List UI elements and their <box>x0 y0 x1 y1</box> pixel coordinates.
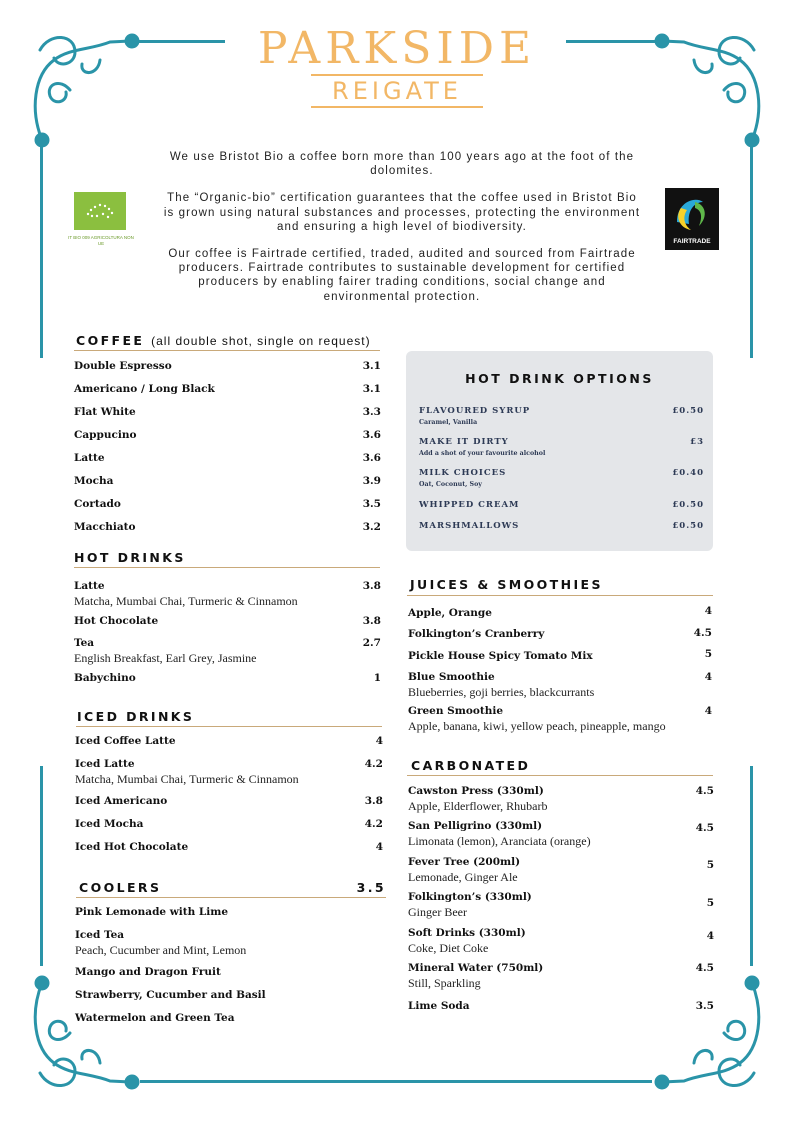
carbonated-divider <box>407 775 713 776</box>
option-desc: Oat, Coconut, Soy <box>419 481 482 488</box>
hot-drinks-title: HOT DRINKS <box>74 550 186 565</box>
brand-header <box>0 24 794 108</box>
option-desc: Add a shot of your favourite alcohol <box>419 450 546 457</box>
iced-drink-price: 4.2 <box>364 818 383 830</box>
carbonated-desc: Lemonade, Ginger Ale <box>408 870 518 884</box>
juice-price: 4.5 <box>693 627 712 639</box>
fairtrade-mark-icon <box>665 188 719 238</box>
border-left-top <box>40 140 43 358</box>
brand-rule-bottom <box>311 106 483 108</box>
carbonated-price: 4.5 <box>695 822 714 834</box>
carbonated-desc: Ginger Beer <box>408 905 467 919</box>
corner-flourish-bottom-left <box>20 963 160 1103</box>
hot-drink-item: Babychino <box>74 672 136 684</box>
carbonated-item: Mineral Water (750ml) <box>408 962 544 974</box>
option-name: MARSHMALLOWS <box>419 521 520 531</box>
option-price: £3 <box>690 437 704 447</box>
hot-drink-item: Hot Chocolate <box>74 615 159 627</box>
iced-drinks-divider <box>76 726 382 727</box>
coolers-title: COOLERS <box>79 880 162 895</box>
coffee-price: 3.3 <box>362 406 381 418</box>
carbonated-desc: Still, Sparkling <box>408 976 481 990</box>
coolers-divider <box>76 897 386 898</box>
intro-paragraph-2: The “Organic-bio” certification guarantees that the coffee used in Bristot Bio is grown using natural substances and processes, protecting the environment and ensuring a high level of biodiversity. <box>163 192 641 233</box>
carbonated-item: Fever Tree (200ml) <box>408 856 521 868</box>
iced-drink-price: 3.8 <box>364 795 383 807</box>
carbonated-price: 5 <box>706 897 714 909</box>
carbonated-item: Cawston Press (330ml) <box>408 785 544 797</box>
iced-drink-price: 4.2 <box>364 758 383 770</box>
juice-item: Blue Smoothie <box>408 671 495 683</box>
juice-price: 4 <box>704 671 712 683</box>
carbonated-title: CARBONATED <box>411 758 531 773</box>
juices-title: JUICES & SMOOTHIES <box>410 577 603 592</box>
juices-divider <box>407 595 713 596</box>
juice-price: 5 <box>704 648 712 660</box>
option-name: MILK CHOICES <box>419 468 507 478</box>
carbonated-item: Folkington’s (330ml) <box>408 891 532 903</box>
hot-drink-options-title: HOT DRINK OPTIONS <box>465 371 654 386</box>
option-name: FLAVOURED SYRUP <box>419 406 531 416</box>
carbonated-price: 4.5 <box>695 962 714 974</box>
hot-drink-price: 3.8 <box>362 615 381 627</box>
coffee-divider <box>74 350 380 351</box>
coffee-title: COFFEE <box>76 333 145 348</box>
eu-organic-logo <box>74 192 126 230</box>
hot-drink-price: 2.7 <box>362 637 381 649</box>
border-left-bottom <box>40 766 43 966</box>
juice-item: Folkington’s Cranberry <box>408 628 545 640</box>
coffee-price: 3.1 <box>362 360 381 372</box>
carbonated-item: Lime Soda <box>408 1000 470 1012</box>
juice-price: 4 <box>704 705 712 717</box>
carbonated-price: 4 <box>706 930 714 942</box>
iced-drink-item: Iced Mocha <box>75 818 144 830</box>
iced-drink-price: 4 <box>375 841 383 853</box>
border-right-top <box>750 140 753 358</box>
hot-drink-price: 1 <box>373 672 381 684</box>
iced-drink-item: Iced Coffee Latte <box>75 735 176 747</box>
cooler-item: Iced Tea <box>75 929 125 941</box>
iced-drink-desc: Matcha, Mumbai Chai, Turmeric & Cinnamon <box>75 772 299 786</box>
coffee-price: 3.9 <box>362 475 381 487</box>
option-price: £0.50 <box>672 521 704 531</box>
carbonated-price: 5 <box>706 859 714 871</box>
corner-flourish-bottom-right <box>634 963 774 1103</box>
coffee-price: 3.1 <box>362 383 381 395</box>
option-name: WHIPPED CREAM <box>419 500 520 510</box>
coffee-item: Flat White <box>74 406 136 418</box>
coolers-price: 3.5 <box>356 880 386 895</box>
juice-item: Pickle House Spicy Tomato Mix <box>408 650 593 662</box>
iced-drinks-title: ICED DRINKS <box>77 709 195 724</box>
hot-drink-price: 3.8 <box>362 580 381 592</box>
carbonated-desc: Apple, Elderflower, Rhubarb <box>408 799 548 813</box>
carbonated-price: 3.5 <box>695 1000 714 1012</box>
juice-price: 4 <box>704 605 712 617</box>
option-desc: Caramel, Vanilla <box>419 419 478 426</box>
coffee-price: 3.6 <box>362 429 381 441</box>
juice-desc: Apple, banana, kiwi, yellow peach, pineapple, mango <box>408 719 666 733</box>
coffee-price: 3.2 <box>362 521 381 533</box>
option-name: MAKE IT DIRTY <box>419 437 509 447</box>
hot-drink-desc: English Breakfast, Earl Grey, Jasmine <box>74 651 257 665</box>
coffee-item: Cortado <box>74 498 121 510</box>
coffee-item: Macchiato <box>74 521 136 533</box>
coffee-item: Cappucino <box>74 429 137 441</box>
coffee-price: 3.6 <box>362 452 381 464</box>
carbonated-desc: Coke, Diet Coke <box>408 941 489 955</box>
intro-text <box>160 150 644 317</box>
juice-item: Green Smoothie <box>408 705 504 717</box>
juice-item: Apple, Orange <box>408 607 492 619</box>
brand-location: REIGATE <box>332 77 462 105</box>
intro-paragraph-1: We use Bristot Bio a coffee born more than 100 years ago at the foot of the dolomites. <box>169 151 635 178</box>
hot-drinks-divider <box>74 567 380 568</box>
coffee-price: 3.5 <box>362 498 381 510</box>
border-bottom <box>140 1080 652 1083</box>
leaf-stars-icon <box>74 192 126 230</box>
option-price: £0.40 <box>672 468 704 478</box>
border-right-bottom <box>750 766 753 966</box>
hot-drink-desc: Matcha, Mumbai Chai, Turmeric & Cinnamon <box>74 594 298 608</box>
cooler-desc: Peach, Cucumber and Mint, Lemon <box>75 943 247 957</box>
brand-name: PARKSIDE <box>257 23 537 74</box>
cooler-item: Watermelon and Green Tea <box>75 1012 235 1024</box>
intro-paragraph-3: Our coffee is Fairtrade certified, traded, audited and sourced from Fairtrade producers. Fairtrade contributes to sustainable development for certified producers by enabling fairer trading conditions, social change and environmental protection. <box>168 248 636 303</box>
eu-organic-code: IT BIO 009 AGRICOLTURA NON UE <box>68 235 134 246</box>
iced-drink-item: Iced Americano <box>75 795 168 807</box>
coffee-section-title <box>76 333 371 348</box>
option-price: £0.50 <box>672 500 704 510</box>
hot-drink-item: Latte <box>74 580 105 592</box>
carbonated-desc: Limonata (lemon), Aranciata (orange) <box>408 834 591 848</box>
carbonated-price: 4.5 <box>695 785 714 797</box>
iced-drink-item: Iced Latte <box>75 758 135 770</box>
juice-desc: Blueberries, goji berries, blackcurrants <box>408 685 595 699</box>
carbonated-item: Soft Drinks (330ml) <box>408 927 526 939</box>
coffee-item: Latte <box>74 452 105 464</box>
hot-drink-item: Tea <box>74 637 95 649</box>
iced-drink-item: Iced Hot Chocolate <box>75 841 189 853</box>
coffee-item: Americano / Long Black <box>74 383 215 395</box>
fairtrade-label: FAIRTRADE <box>673 238 711 245</box>
cooler-item: Mango and Dragon Fruit <box>75 966 221 978</box>
coffee-item: Double Espresso <box>74 360 172 372</box>
coffee-subtitle: (all double shot, single on request) <box>151 334 371 348</box>
iced-drink-price: 4 <box>375 735 383 747</box>
option-price: £0.50 <box>672 406 704 416</box>
carbonated-item: San Pelligrino (330ml) <box>408 820 543 832</box>
cooler-item: Pink Lemonade with Lime <box>75 906 229 918</box>
cooler-item: Strawberry, Cucumber and Basil <box>75 989 266 1001</box>
coffee-item: Mocha <box>74 475 114 487</box>
